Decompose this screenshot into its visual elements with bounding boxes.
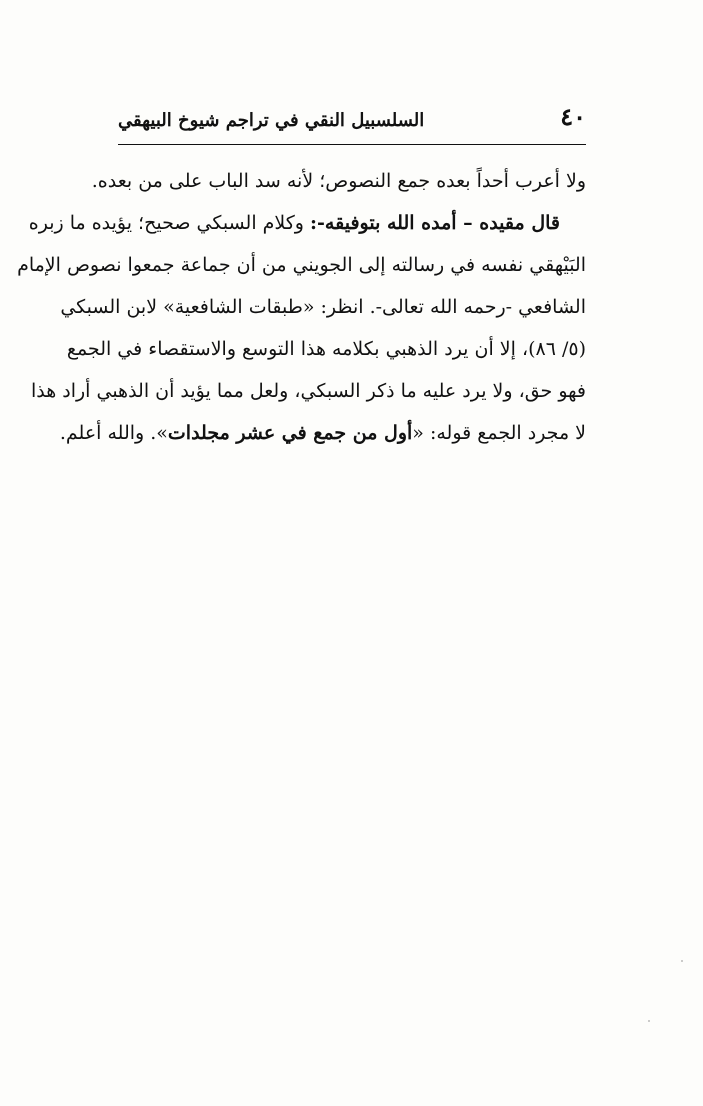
text-line-4 (60, 286, 586, 328)
line-2-text: وكلام السبكي صحيح؛ يؤيده ما زبره (28, 212, 311, 234)
running-title: السلسبيل النقي في تراجم شيوخ البيهقي (118, 110, 425, 131)
line-7-text-a: لا مجرد الجمع قوله: « (412, 422, 586, 444)
line-7-text-b: ». والله أعلم. (59, 422, 168, 444)
text-line-6 (30, 370, 586, 412)
line-5-text: (٥/ ٨٦)، إلا أن يرد الذهبي بكلامه هذا التوسع والاستقصاء في الجمع (66, 338, 586, 360)
scan-speck (681, 960, 683, 962)
text-line-5 (66, 328, 586, 370)
text-line-1 (91, 160, 586, 202)
header-divider (118, 144, 586, 145)
line-4-text: الشافعي -رحمه الله تعالى-. انظر: «طبقات الشافعية» لابن السبكي (60, 296, 586, 318)
line-6-text: فهو حق، ولا يرد عليه ما ذكر السبكي، ولعل مما يؤيد أن الذهبي أراد هذا (30, 380, 586, 402)
scan-speck (648, 1020, 650, 1022)
text-line-2 (28, 202, 586, 244)
text-line-3 (17, 244, 586, 286)
line-3-text: البَيْهقي نفسه في رسالته إلى الجويني من أن جماعة جمعوا نصوص الإمام (17, 254, 586, 276)
line-1-text: ولا أعرب أحداً بعده جمع النصوص؛ لأنه سد الباب على من بعده. (91, 170, 586, 192)
page-header (118, 100, 586, 140)
quoted-phrase: أول من جمع في عشر مجلدات (167, 422, 413, 444)
body-text (17, 160, 586, 454)
author-note-label: قال مقيده – أمده الله بتوفيقه-: (310, 212, 560, 234)
page-number: ٤٠ (560, 102, 586, 131)
text-line-7 (59, 412, 586, 454)
